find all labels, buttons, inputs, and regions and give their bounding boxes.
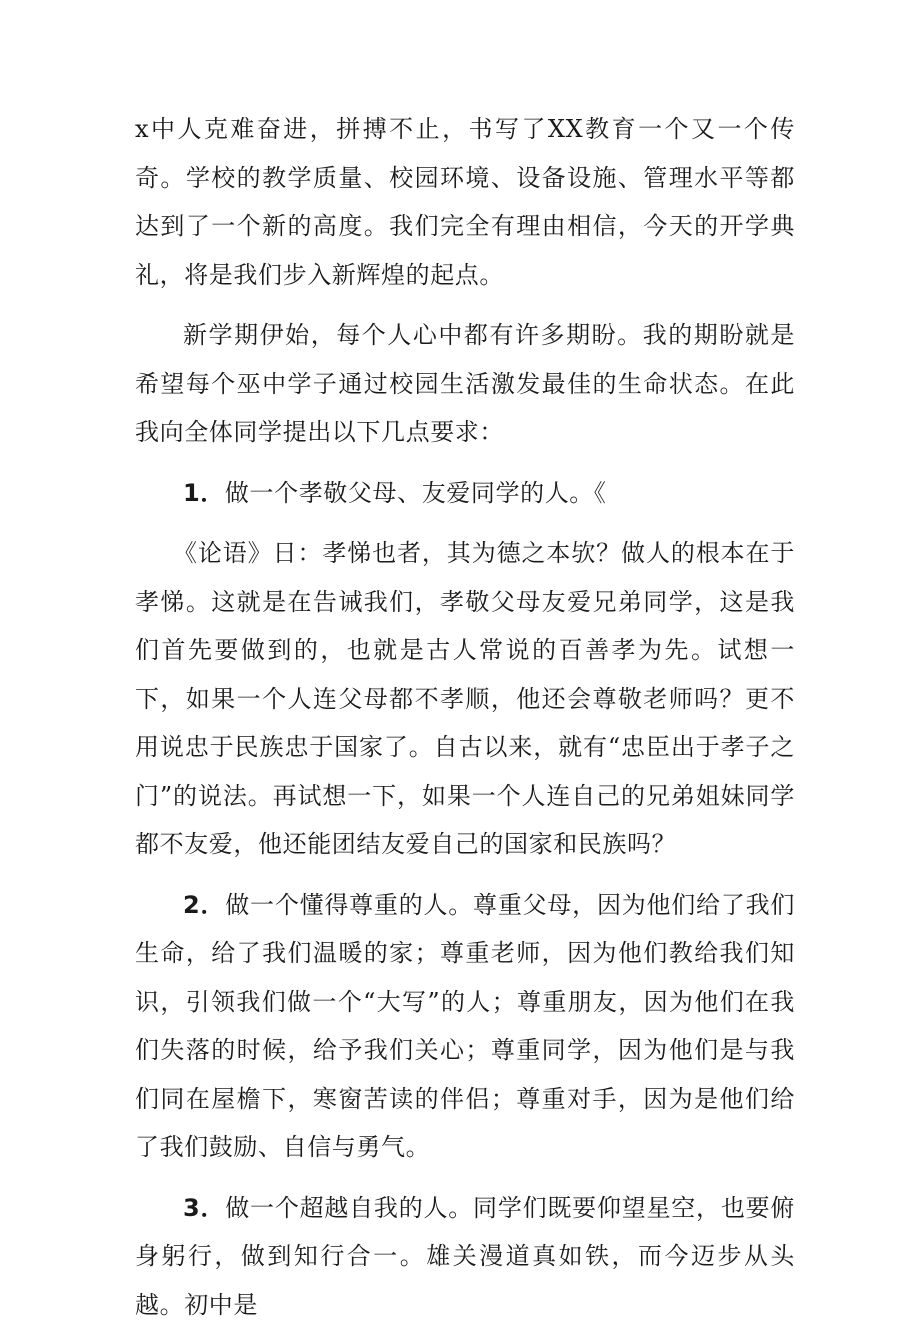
list-number: 2． xyxy=(183,890,226,919)
paragraph-requirement-2 xyxy=(135,881,795,1172)
requirement-3-text: 做一个超越自我的人。同学们既要仰望星空，也要俯身躬行，做到知行合一。雄关漫道真如铁，而今迈步从头越。初中是 xyxy=(135,1193,795,1319)
requirement-1-title: 做一个孝敬父母、友爱同学的人。《 xyxy=(224,478,607,507)
requirement-2-text: 做一个懂得尊重的人。尊重父母，因为他们给了我们生命，给了我们温暖的家；尊重老师，因为他们教给我们知识，引领我们做一个“大写”的人；尊重朋友，因为他们在我们失落的时候，给予我们关心；尊重同学，因为他们是与我们同在屋檐下，寒窗苦读的伴侣；尊重对手，因为是他们给了我们鼓励、自信与勇气。 xyxy=(135,890,795,1161)
paragraph-requirement-1-heading xyxy=(135,469,795,518)
paragraph-new-semester: 新学期伊始，每个人心中都有许多期盼。我的期盼就是希望每个巫中学子通过校园生活激发最佳的生命状态。在此我向全体同学提出以下几点要求： xyxy=(135,321,795,446)
list-number: 3． xyxy=(183,1193,226,1222)
paragraph-intro-continuation: x中人克难奋进，拼搏不止，书写了XX教育一个又一个传奇。学校的教学质量、校园环境、设备设施、管理水平等都达到了一个新的高度。我们完全有理由相信，今天的开学典礼，将是我们步入新辉煌的起点。 xyxy=(135,115,795,289)
paragraph-requirement-3 xyxy=(135,1184,795,1330)
document-body xyxy=(135,105,795,1341)
paragraph-analects: 《论语》日：孝悌也者，其为德之本欤？做人的根本在于孝悌。这就是在告诫我们，孝敬父母友爱兄弟同学，这是我们首先要做到的，也就是古人常说的百善孝为先。试想一下，如果一个人连父母都不孝顺，他还会尊敬老师吗？更不用说忠于民族忠于国家了。自古以来，就有“忠臣出于孝子之门”的说法。再试想一下，如果一个人连自己的兄弟姐妹同学都不友爱，他还能团结友爱自己的国家和民族吗？ xyxy=(135,539,795,858)
list-number: 1． xyxy=(183,478,225,507)
